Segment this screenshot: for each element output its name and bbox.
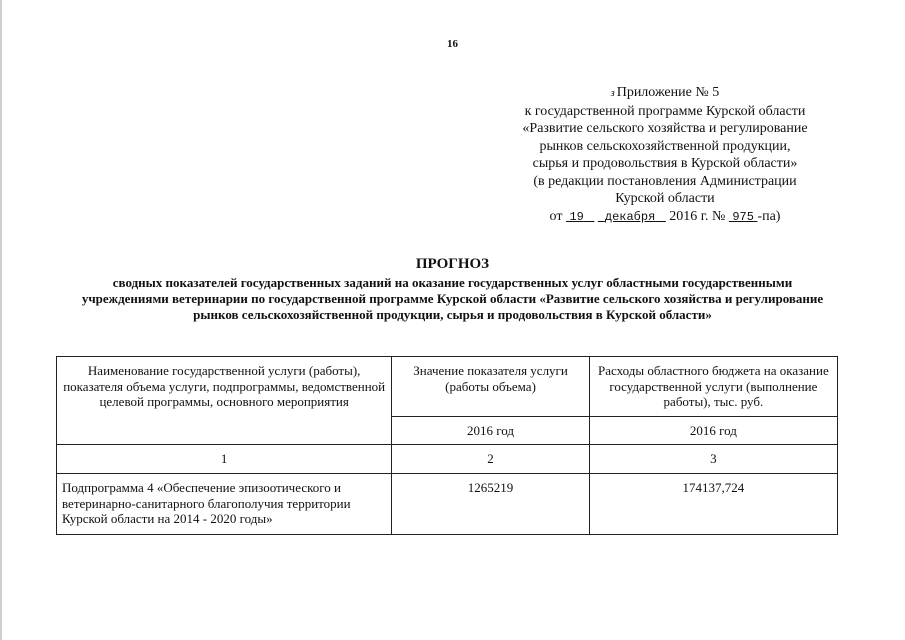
row-indicator-value: 1265219 (392, 474, 589, 535)
header-indicator-value: Значение показателя услуги (работы объема) (392, 357, 589, 417)
appendix-block (495, 84, 835, 226)
doc-number-field (729, 209, 758, 224)
appendix-line-5: сырья и продовольствия в Курской области» (532, 156, 798, 171)
table-row (57, 474, 838, 535)
date-day-field (566, 209, 594, 224)
appendix-line-6: (в редакции постановления Администрации (533, 173, 797, 189)
appendix-line-3: «Развитие сельского хозяйства и регулирование (522, 121, 808, 136)
document-title: ПРОГНОЗ (415, 256, 490, 272)
year-expenses: 2016 год (589, 416, 837, 445)
year-indicator: 2016 год (392, 416, 589, 445)
column-number-2: 2 (392, 445, 589, 474)
column-number-1: 1 (57, 445, 392, 474)
header-service-name: Наименование государственной услуги (работы), показателя объема услуги, подпрограммы, ведомственной целевой программы, основного мероприятия (57, 357, 392, 445)
appendix-line-2: к государственной программе Курской области (524, 103, 806, 119)
doc-number-suffix: -па) (757, 208, 781, 224)
page-number: 16 (447, 38, 458, 50)
table-header-row (57, 357, 838, 417)
date-year: 2016 г. № (669, 208, 726, 224)
forecast-table (56, 356, 838, 535)
scan-mark: з (610, 88, 615, 99)
date-prefix: от (549, 208, 563, 224)
date-month: декабря (604, 209, 656, 224)
appendix-title: Приложение № 5 (616, 85, 720, 100)
row-expenses-value: 174137,724 (589, 474, 837, 535)
appendix-line-7: Курской области (615, 191, 715, 206)
column-number-3: 3 (589, 445, 837, 474)
appendix-date-line (495, 208, 835, 227)
date-day: 19 (569, 209, 584, 224)
row-subprogram-name: Подпрограмма 4 «Обеспечение эпизоотического и ветеринарно-санитарного благополучия территории Курской области на 2014 - 2020 годы» (57, 474, 392, 535)
column-number-row (57, 445, 838, 474)
appendix-line-4: рынков сельскохозяйственной продукции, (539, 138, 791, 154)
document-subtitle: сводных показателей государственных заданий на оказание государственных услуг областными государственными учреждениями ветеринарии по государственной программе Курской области «Развитие сельского хозяйства и регулирование рынков сельскохозяйственной продукции, сырья и продовольствия в Курской области» (81, 275, 824, 322)
scan-edge (0, 0, 2, 640)
doc-number: 975 (732, 209, 754, 224)
date-month-field (598, 209, 666, 224)
appendix-heading (495, 84, 835, 103)
header-budget-expenses: Расходы областного бюджета на оказание государственной услуги (выполнение работы), тыс. руб. (589, 357, 837, 417)
